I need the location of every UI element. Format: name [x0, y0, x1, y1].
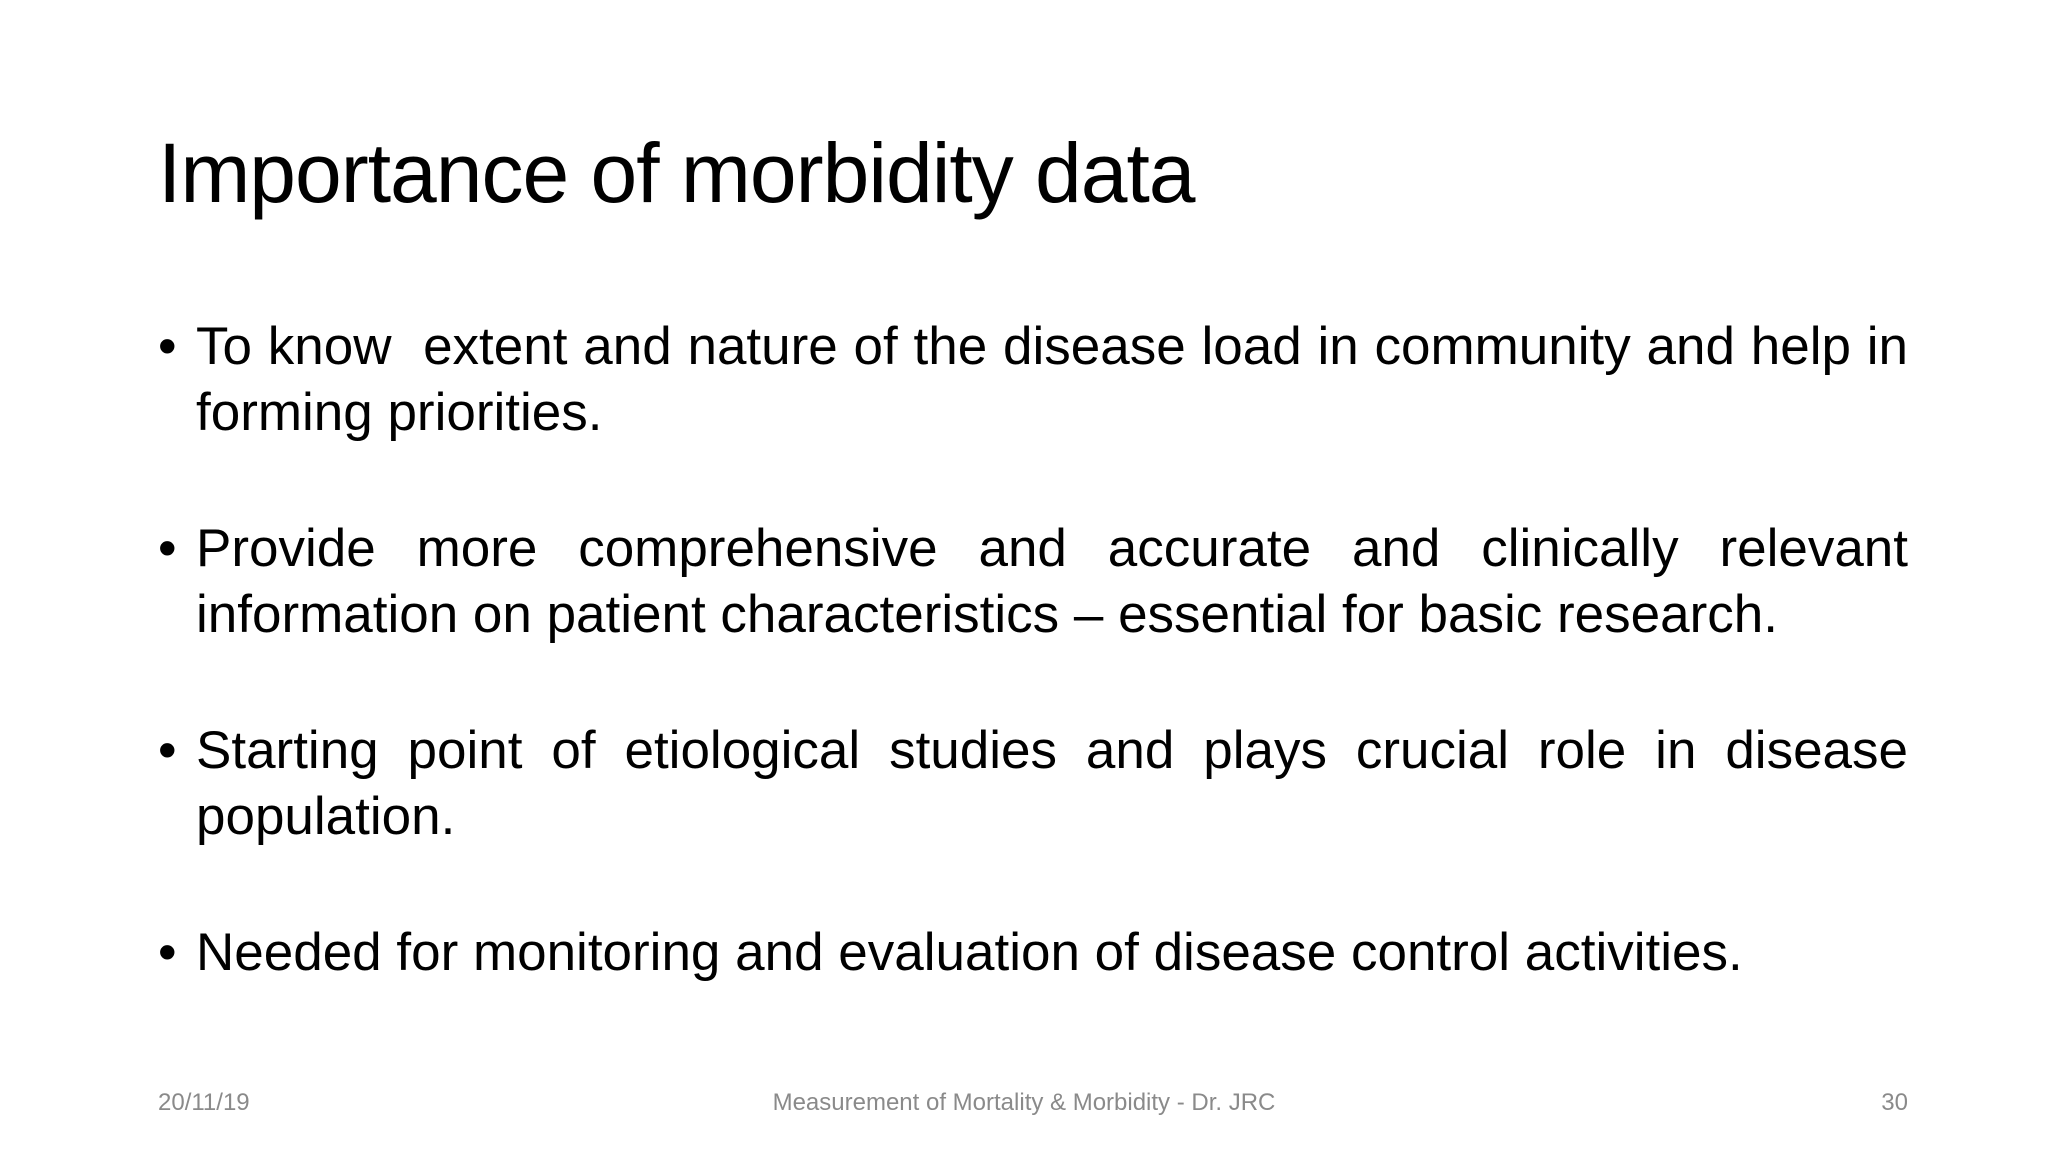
slide-title: Importance of morbidity data — [158, 126, 1195, 220]
bullet-text: Provide more comprehensive and accurate and clinically relevant information on patient characteristics – essential for basic research. — [196, 519, 1908, 644]
bullet-list — [158, 314, 1923, 1056]
bullet-dot-icon: • — [158, 317, 177, 376]
footer-date: 20/11/19 — [158, 1089, 250, 1116]
bullet-item — [158, 516, 1908, 648]
bullet-dot-icon: • — [158, 519, 177, 578]
bullet-item — [158, 718, 1908, 850]
bullet-dot-icon: • — [158, 923, 177, 982]
footer-title: Measurement of Mortality & Morbidity - Dr. JRC — [772, 1089, 1276, 1116]
bullet-text: Starting point of etiological studies and plays crucial role in disease population. — [196, 721, 1908, 846]
bullet-item — [158, 314, 1923, 446]
bullet-text: To know extent and nature of the disease load in community and help in forming priorities. — [196, 317, 1923, 442]
bullet-dot-icon: • — [158, 721, 177, 780]
bullet-text: Needed for monitoring and evaluation of disease control activities. — [196, 923, 1743, 982]
slide-number: 30 — [1881, 1089, 1908, 1116]
bullet-item — [158, 920, 1908, 986]
